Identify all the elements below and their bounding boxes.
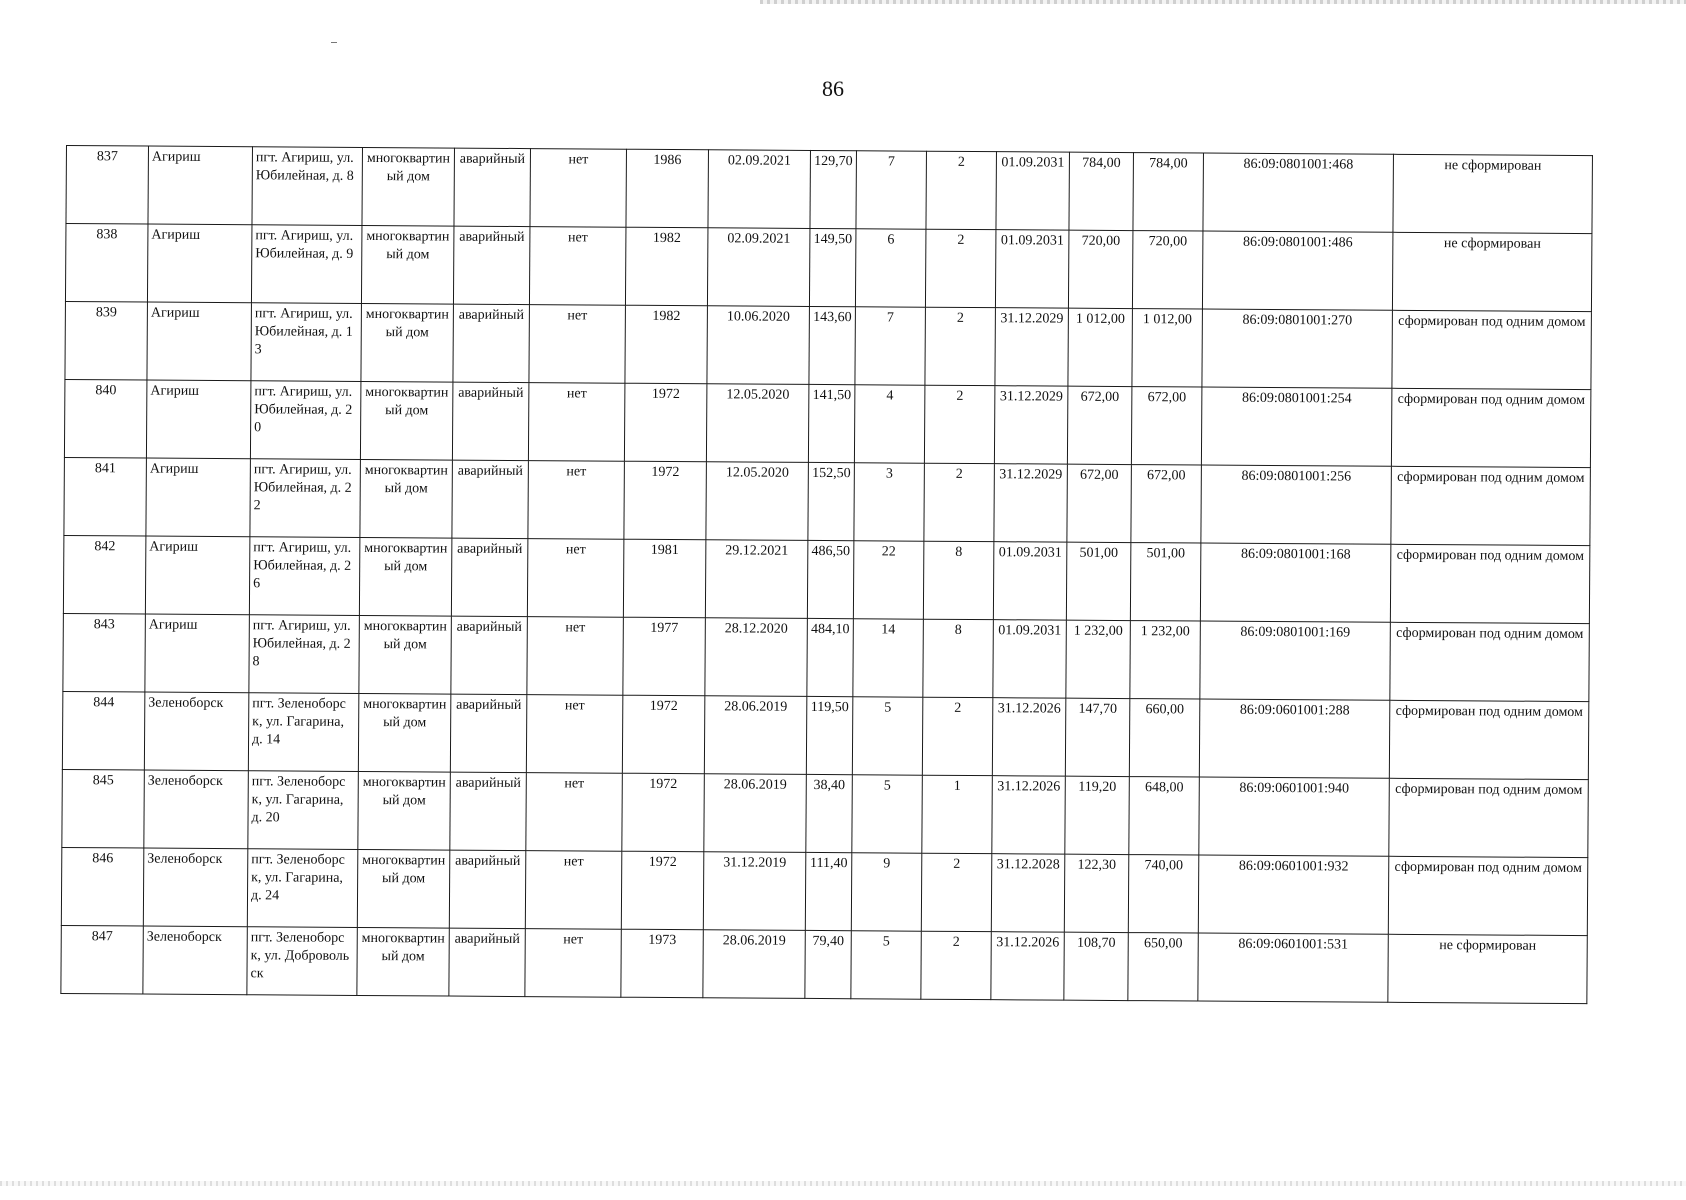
cell-land-area: 784,00 [1069, 152, 1134, 230]
cell-area: 484,10 [807, 618, 854, 696]
cell-decision-date: 10.06.2020 [707, 306, 810, 385]
cell-settlement: Агириш [147, 302, 252, 381]
scan-artifact-mark [331, 42, 337, 43]
cell-settlement: Зеленоборск [144, 770, 249, 849]
cell-building-type: многоквартиный дом [360, 381, 453, 460]
cell-reconstruction-flag: нет [526, 695, 623, 774]
cell-row-number: 846 [61, 847, 144, 926]
cell-apartments: 2 [925, 307, 996, 385]
cell-cadastral-number: 86:09:0601001:288 [1199, 699, 1390, 778]
cell-land-area: 1 232,00 [1066, 620, 1131, 698]
cell-resettlement-date: 01.09.2031 [996, 152, 1070, 230]
cell-plot-status: не сформирован [1388, 934, 1587, 1003]
cell-settlement: Агириш [146, 458, 251, 537]
cell-condition: аварийный [453, 304, 530, 383]
cell-cadastral-number: 86:09:0801001:486 [1202, 231, 1393, 310]
cell-plot-status: сформирован под одним домом [1392, 310, 1592, 389]
cell-land-area: 501,00 [1066, 542, 1131, 620]
cell-plot-area: 660,00 [1129, 699, 1200, 777]
cell-plot-status: сформирован под одним домом [1390, 622, 1590, 701]
cell-condition: аварийный [452, 460, 529, 539]
cell-apartments: 2 [921, 853, 992, 931]
cell-building-type: многоквартиный дом [359, 615, 452, 694]
scan-artifact-top [760, 0, 1686, 4]
cell-apartments: 2 [922, 697, 993, 775]
cell-area: 129,70 [810, 150, 857, 228]
cell-resettlement-date: 01.09.2031 [993, 620, 1067, 698]
cell-decision-date: 12.05.2020 [706, 384, 809, 463]
cell-resettlement-date: 31.12.2029 [995, 308, 1069, 386]
cell-residents: 14 [853, 619, 924, 697]
cell-resettlement-date: 01.09.2031 [993, 542, 1067, 620]
cell-area: 141,50 [808, 384, 855, 462]
cell-reconstruction-flag: нет [530, 149, 627, 228]
cell-apartments: 1 [922, 775, 993, 853]
cell-reconstruction-flag: нет [527, 617, 624, 696]
cell-reconstruction-flag: нет [529, 305, 626, 384]
table-row [66, 146, 1592, 234]
cell-condition: аварийный [454, 148, 531, 227]
cell-land-area: 1 012,00 [1068, 308, 1133, 386]
cell-apartments: 2 [921, 931, 991, 999]
cell-reconstruction-flag: нет [526, 773, 623, 852]
cell-address: пгт. Зеленоборск, ул. Гагарина, д. 24 [247, 849, 358, 928]
cell-row-number: 847 [61, 925, 143, 994]
cell-resettlement-date: 31.12.2026 [992, 776, 1066, 854]
cell-building-type: многоквартиный дом [361, 225, 454, 304]
cell-land-area: 672,00 [1067, 464, 1132, 542]
cell-area: 152,50 [808, 462, 855, 540]
cell-build-year: 1982 [625, 305, 708, 384]
cell-apartments: 8 [923, 541, 994, 619]
cell-decision-date: 02.09.2021 [708, 150, 811, 229]
cell-apartments: 2 [924, 385, 995, 463]
cell-building-type: многоквартиный дом [360, 459, 453, 538]
cell-plot-area: 672,00 [1131, 387, 1202, 465]
cell-resettlement-date: 31.12.2029 [994, 464, 1068, 542]
cell-land-area: 147,70 [1065, 698, 1130, 776]
cell-residents: 22 [853, 541, 924, 619]
cell-decision-date: 28.06.2019 [703, 930, 805, 999]
cell-cadastral-number: 86:09:0601001:932 [1198, 855, 1389, 934]
table-row [61, 847, 1587, 935]
cell-plot-area: 1 232,00 [1130, 621, 1201, 699]
cell-decision-date: 31.12.2019 [703, 852, 806, 931]
cell-building-type: многоквартиный дом [357, 849, 450, 928]
cell-condition: аварийный [453, 226, 530, 305]
cell-reconstruction-flag: нет [525, 929, 621, 998]
cell-build-year: 1981 [623, 539, 706, 618]
cell-plot-area: 720,00 [1132, 231, 1203, 309]
cell-decision-date: 28.06.2019 [704, 774, 807, 853]
cell-row-number: 843 [63, 613, 146, 692]
cell-address: пгт. Агириш, ул. Юбилейная, д. 9 [251, 225, 362, 304]
cell-area: 486,50 [807, 540, 854, 618]
cell-row-number: 841 [64, 457, 147, 536]
cell-plot-area: 648,00 [1129, 777, 1200, 855]
cell-address: пгт. Агириш, ул. Юбилейная, д. 22 [250, 459, 361, 538]
cell-plot-status: сформирован под одним домом [1390, 544, 1590, 623]
cell-condition: аварийный [452, 382, 529, 461]
cell-build-year: 1977 [623, 617, 706, 696]
cell-settlement: Агириш [148, 146, 253, 225]
cell-residents: 7 [855, 307, 926, 385]
cell-reconstruction-flag: нет [529, 227, 626, 306]
cell-area: 119,50 [806, 696, 853, 774]
table-row [65, 224, 1591, 312]
cell-residents: 5 [852, 697, 923, 775]
cell-cadastral-number: 86:09:0801001:468 [1203, 153, 1394, 232]
cell-building-type: многоквартиный дом [361, 303, 454, 382]
cell-reconstruction-flag: нет [528, 383, 625, 462]
cell-decision-date: 12.05.2020 [706, 462, 809, 541]
cell-row-number: 845 [62, 769, 145, 848]
cell-residents: 5 [852, 775, 923, 853]
cell-address: пгт. Агириш, ул. Юбилейная, д. 13 [251, 303, 362, 382]
cell-address: пгт. Агириш, ул. Юбилейная, д. 26 [249, 537, 360, 616]
cell-area: 111,40 [805, 852, 852, 930]
cell-decision-date: 29.12.2021 [705, 540, 808, 619]
cell-decision-date: 02.09.2021 [707, 228, 810, 307]
cell-reconstruction-flag: нет [528, 461, 625, 540]
cell-residents: 5 [851, 931, 921, 999]
cell-cadastral-number: 86:09:0601001:531 [1198, 933, 1388, 1002]
cell-area: 79,40 [805, 930, 851, 998]
cell-condition: аварийный [450, 694, 527, 773]
cell-cadastral-number: 86:09:0801001:256 [1201, 465, 1392, 544]
cell-row-number: 837 [66, 146, 149, 225]
cell-decision-date: 28.06.2019 [704, 696, 807, 775]
cell-resettlement-date: 01.09.2031 [995, 230, 1069, 308]
cell-building-type: многоквартиный дом [357, 927, 449, 996]
cell-build-year: 1972 [621, 851, 704, 930]
cell-cadastral-number: 86:09:0801001:168 [1200, 543, 1391, 622]
cell-apartments: 2 [926, 151, 997, 229]
cell-row-number: 838 [65, 224, 148, 303]
cell-build-year: 1973 [621, 929, 703, 998]
table-row [63, 613, 1589, 701]
table-row [64, 457, 1590, 545]
cell-build-year: 1972 [624, 461, 707, 540]
table-row [63, 535, 1589, 623]
cell-plot-area: 672,00 [1131, 465, 1202, 543]
cell-apartments: 2 [925, 229, 996, 307]
cell-settlement: Агириш [145, 614, 250, 693]
cell-reconstruction-flag: нет [527, 539, 624, 618]
scan-artifact-bottom [0, 1181, 1686, 1186]
cell-cadastral-number: 86:09:0801001:169 [1200, 621, 1391, 700]
cell-plot-status: сформирован под одним домом [1388, 856, 1588, 935]
cell-build-year: 1986 [626, 149, 709, 228]
table-row [64, 379, 1590, 467]
cell-condition: аварийный [450, 772, 527, 851]
cell-residents: 9 [851, 853, 922, 931]
cell-plot-area: 650,00 [1128, 933, 1198, 1001]
cell-address: пгт. Зеленоборск, ул. Гагарина, д. 14 [248, 693, 359, 772]
table-row [62, 691, 1588, 779]
cell-apartments: 8 [923, 619, 994, 697]
cell-residents: 7 [856, 151, 927, 229]
cell-plot-area: 784,00 [1133, 153, 1204, 231]
cell-plot-status: не сформирован [1392, 232, 1592, 311]
cell-plot-status: сформирован под одним домом [1391, 388, 1591, 467]
cell-cadastral-number: 86:09:0801001:270 [1202, 309, 1393, 388]
cell-area: 143,60 [809, 306, 856, 384]
cell-building-type: многоквартиный дом [358, 771, 451, 850]
cell-area: 38,40 [806, 774, 853, 852]
table-row [61, 925, 1587, 1003]
cell-plot-area: 501,00 [1130, 543, 1201, 621]
table-row [65, 301, 1591, 389]
cell-build-year: 1972 [622, 773, 705, 852]
cell-build-year: 1972 [622, 695, 705, 774]
cell-row-number: 844 [62, 691, 145, 770]
cell-reconstruction-flag: нет [525, 851, 622, 930]
cell-address: пгт. Агириш, ул. Юбилейная, д. 28 [249, 615, 360, 694]
table-row [62, 769, 1588, 857]
cell-building-type: многоквартиный дом [358, 693, 451, 772]
cell-settlement: Зеленоборск [143, 848, 248, 927]
cell-plot-status: не сформирован [1393, 154, 1593, 233]
cell-land-area: 108,70 [1064, 932, 1128, 1000]
cell-resettlement-date: 31.12.2026 [992, 698, 1066, 776]
cell-address: пгт. Зеленоборск, ул. Добровольск [247, 927, 357, 996]
cell-row-number: 839 [65, 301, 148, 380]
cell-building-type: многоквартиный дом [362, 147, 455, 226]
cell-land-area: 119,20 [1065, 776, 1130, 854]
cell-area: 149,50 [809, 228, 856, 306]
cell-apartments: 2 [924, 463, 995, 541]
cell-build-year: 1972 [624, 383, 707, 462]
cell-settlement: Агириш [145, 536, 250, 615]
cell-plot-status: сформирован под одним домом [1389, 778, 1589, 857]
cell-land-area: 720,00 [1068, 230, 1133, 308]
cell-address: пгт. Агириш, ул. Юбилейная, д. 8 [252, 147, 363, 226]
housing-registry-table [60, 145, 1593, 1004]
cell-plot-area: 1 012,00 [1132, 309, 1203, 387]
cell-settlement: Зеленоборск [143, 926, 247, 995]
table-body [61, 146, 1593, 1004]
cell-resettlement-date: 31.12.2028 [991, 854, 1065, 932]
cell-plot-status: сформирован под одним домом [1391, 466, 1591, 545]
cell-condition: аварийный [451, 616, 528, 695]
cell-resettlement-date: 31.12.2026 [991, 932, 1064, 1000]
cell-residents: 3 [854, 463, 925, 541]
cell-address: пгт. Агириш, ул. Юбилейная, д. 20 [250, 381, 361, 460]
cell-cadastral-number: 86:09:0801001:254 [1201, 387, 1392, 466]
cell-plot-status: сформирован под одним домом [1389, 700, 1589, 779]
cell-address: пгт. Зеленоборск, ул. Гагарина, д. 20 [248, 771, 359, 850]
cell-decision-date: 28.12.2020 [705, 618, 808, 697]
cell-settlement: Зеленоборск [144, 692, 249, 771]
cell-building-type: многоквартиный дом [359, 537, 452, 616]
cell-settlement: Агириш [147, 224, 252, 303]
cell-condition: аварийный [449, 850, 526, 929]
cell-land-area: 122,30 [1064, 854, 1129, 932]
cell-build-year: 1982 [625, 227, 708, 306]
cell-condition: аварийный [451, 538, 528, 617]
cell-row-number: 842 [63, 535, 146, 614]
cell-plot-area: 740,00 [1128, 855, 1199, 933]
cell-row-number: 840 [64, 379, 147, 458]
cell-resettlement-date: 31.12.2029 [994, 386, 1068, 464]
page-number: 86 [822, 76, 844, 101]
cell-land-area: 672,00 [1067, 386, 1132, 464]
cell-settlement: Агириш [146, 380, 251, 459]
cell-cadastral-number: 86:09:0601001:940 [1199, 777, 1390, 856]
cell-residents: 6 [855, 229, 926, 307]
cell-condition: аварийный [449, 928, 525, 997]
cell-residents: 4 [854, 385, 925, 463]
